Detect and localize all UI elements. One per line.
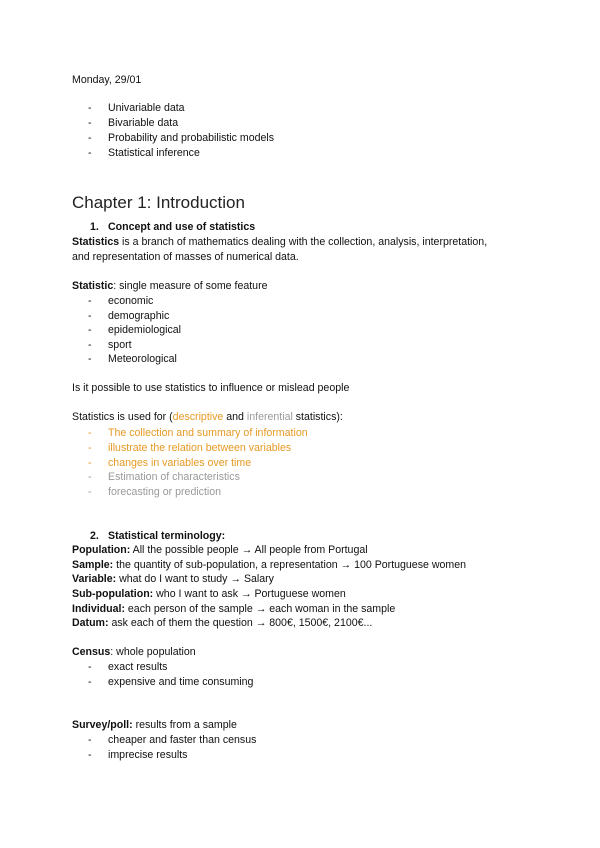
question-text: Is it possible to use statistics to influence or mislead people <box>72 382 350 394</box>
bullet-dash: - <box>88 295 92 307</box>
term-row <box>72 602 395 616</box>
term: Statistics <box>72 236 120 248</box>
section-number: 2. <box>90 530 99 542</box>
used-for-and: and <box>223 411 247 423</box>
list-item-text: exact results <box>108 661 168 673</box>
term: Population: <box>72 544 131 556</box>
list-item-text: imprecise results <box>108 749 188 761</box>
list-item-text: Estimation of characteristics <box>108 471 240 483</box>
used-for-prefix: Statistics is used for ( <box>72 411 173 423</box>
bullet-dash: - <box>88 661 92 673</box>
list-item-text: Probability and probabilistic models <box>108 132 275 144</box>
statistics-definition <box>72 235 487 249</box>
bullet-dash: - <box>88 442 92 454</box>
date-heading: Monday, 29/01 <box>72 74 142 86</box>
bullet-dash: - <box>88 486 92 498</box>
list-item-text: The collection and summary of information <box>108 427 308 439</box>
bullet-dash: - <box>88 676 92 688</box>
list-item-text: Statistical inference <box>108 147 200 159</box>
descriptive-label: descriptive <box>172 411 224 423</box>
bullet-dash: - <box>88 339 92 351</box>
bullet-dash: - <box>88 102 92 114</box>
definition-text: is a branch of mathematics dealing with the collection, analysis, interpretation, <box>119 236 488 248</box>
term: Census <box>72 646 111 658</box>
used-for-line <box>72 410 343 424</box>
term-text: All the possible people → All people from Portugal <box>130 544 368 556</box>
term: Datum: <box>72 617 109 629</box>
term-row <box>72 558 466 572</box>
bullet-dash: - <box>88 353 92 365</box>
bullet-dash: - <box>88 734 92 746</box>
term: Sub-population: <box>72 588 154 600</box>
term: Sample: <box>72 559 114 571</box>
term-text: each person of the sample → each woman in the sample <box>124 603 396 615</box>
term-text: what do I want to study → Salary <box>116 573 274 585</box>
bullet-dash: - <box>88 132 92 144</box>
used-for-suffix: statistics): <box>292 411 343 423</box>
term: Variable: <box>72 573 117 585</box>
term: Statistic <box>72 280 114 292</box>
bullet-dash: - <box>88 749 92 761</box>
list-item-text: demographic <box>108 310 170 322</box>
survey-definition <box>72 718 237 732</box>
term-row <box>72 587 346 601</box>
inferential-label: inferential <box>246 411 293 423</box>
census-definition <box>72 645 196 659</box>
term-row <box>72 616 372 630</box>
list-item-text: cheaper and faster than census <box>108 734 257 746</box>
list-item-text: Univariable data <box>108 102 185 114</box>
term-text: ask each of them the question → 800€, 1500€, 2100€... <box>108 617 373 629</box>
term: Individual: <box>72 603 125 615</box>
section-number: 1. <box>90 221 99 233</box>
term-text: the quantity of sub-population, a representation → 100 Portuguese women <box>113 559 466 571</box>
list-item-text: epidemiological <box>108 324 182 336</box>
bullet-dash: - <box>88 310 92 322</box>
list-item-text: expensive and time consuming <box>108 676 254 688</box>
section-title: Statistical terminology: <box>108 530 226 542</box>
list-item-text: changes in variables over time <box>108 457 252 469</box>
list-item-text: Bivariable data <box>108 117 179 129</box>
statistic-definition <box>72 279 268 293</box>
list-item-text: sport <box>108 339 132 351</box>
term-row <box>72 543 368 557</box>
section-title: Concept and use of statistics <box>108 221 256 233</box>
list-item-text: economic <box>108 295 154 307</box>
definition-text: : single measure of some feature <box>113 280 268 292</box>
term-text: who I want to ask → Portuguese women <box>153 588 346 600</box>
bullet-dash: - <box>88 471 92 483</box>
statistics-definition-cont: and representation of masses of numerical data. <box>72 251 299 263</box>
list-item-text: forecasting or prediction <box>108 486 222 498</box>
bullet-dash: - <box>88 147 92 159</box>
bullet-dash: - <box>88 457 92 469</box>
definition-text: : whole population <box>110 646 196 658</box>
chapter-title: Chapter 1: Introduction <box>72 193 245 212</box>
bullet-dash: - <box>88 324 92 336</box>
term-row <box>72 572 274 586</box>
list-item-text: illustrate the relation between variables <box>108 442 292 454</box>
bullet-dash: - <box>88 117 92 129</box>
list-item-text: Meteorological <box>108 353 177 365</box>
term: Survey/poll: <box>72 719 133 731</box>
bullet-dash: - <box>88 427 92 439</box>
definition-text: results from a sample <box>132 719 237 731</box>
